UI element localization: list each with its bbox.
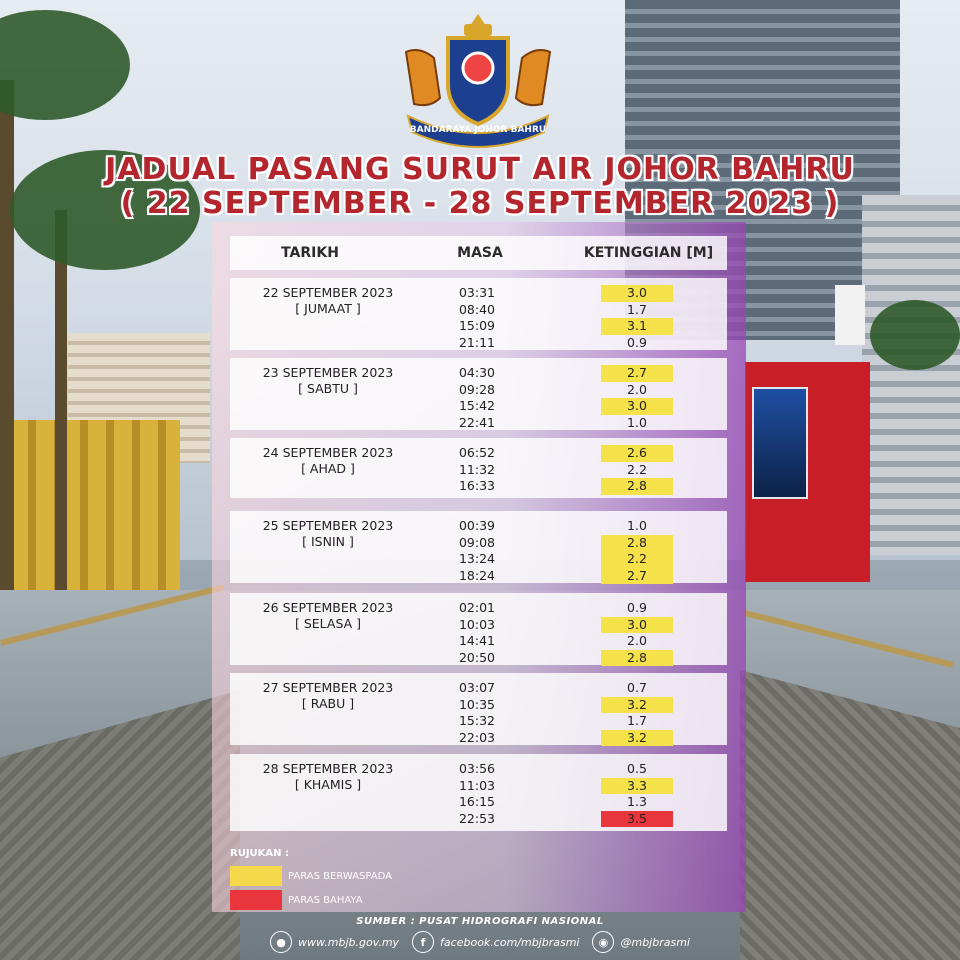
day-date-cell	[230, 445, 426, 477]
tide-time: 10:35	[458, 696, 496, 712]
tide-time: 08:40	[458, 301, 496, 317]
tide-height: 2.7	[601, 365, 673, 382]
weekday-text: [ ISNIN ]	[302, 534, 354, 549]
date-text: 23 SEPTEMBER 2023	[262, 365, 394, 380]
tide-times	[433, 285, 521, 351]
page-subtitle-date-range: ( 22 SEPTEMBER - 28 SEPTEMBER 2023 )	[120, 186, 840, 221]
tide-time: 03:31	[458, 285, 496, 300]
palm-trunk	[55, 210, 67, 630]
tide-day-row	[230, 278, 727, 350]
date-text: 24 SEPTEMBER 2023	[262, 445, 394, 460]
background-billboard	[752, 387, 808, 499]
tide-height: 2.8	[601, 478, 673, 495]
tide-height: 3.5	[601, 811, 673, 828]
facebook-text: facebook.com/mbjbrasmi	[440, 935, 580, 949]
column-header-height: KETINGGIAN [M]	[583, 245, 714, 261]
tide-time: 22:41	[458, 414, 496, 430]
tide-times	[433, 365, 521, 431]
tide-times	[433, 518, 521, 584]
tide-height: 2.7	[601, 568, 673, 585]
tide-height: 3.1	[601, 318, 673, 335]
tide-height: 0.9	[627, 334, 647, 350]
tide-time: 04:30	[458, 365, 496, 380]
day-date-cell	[230, 285, 426, 317]
tide-time: 13:24	[458, 551, 496, 566]
legend-swatch-red	[230, 890, 282, 910]
tide-heights	[601, 285, 673, 351]
tide-times	[433, 600, 521, 666]
day-date-cell	[230, 600, 426, 632]
tide-height: 3.2	[601, 697, 673, 714]
tide-height: 2.2	[627, 461, 647, 477]
tide-height: 3.0	[601, 285, 673, 302]
tide-time: 15:09	[458, 318, 496, 333]
tide-height: 3.2	[601, 730, 673, 747]
tide-height: 2.8	[601, 535, 673, 552]
day-date-cell	[230, 365, 426, 397]
day-date-cell	[230, 518, 426, 550]
tide-times	[433, 761, 521, 827]
tide-height: 1.7	[627, 713, 647, 728]
tide-heights	[601, 761, 673, 827]
tide-height: 0.7	[627, 680, 647, 695]
legend-item-alert	[230, 865, 392, 887]
globe-icon: ●	[270, 931, 292, 953]
column-header-date: TARIKH	[281, 245, 339, 261]
tide-height: 2.6	[601, 445, 673, 462]
legend-label: PARAS BAHAYA	[288, 894, 363, 906]
instagram-text: @mbjbrasmi	[620, 935, 690, 949]
legend-swatch-yellow	[230, 866, 282, 886]
tide-time: 15:42	[458, 398, 496, 413]
tide-time: 21:11	[458, 334, 496, 350]
tide-height: 0.5	[627, 761, 647, 776]
instagram-icon: ◉	[592, 931, 614, 953]
tide-height: 3.3	[601, 778, 673, 795]
tide-time: 18:24	[458, 567, 496, 583]
legend-label: PARAS BERWASPADA	[288, 870, 392, 882]
facebook-link[interactable]	[412, 931, 579, 953]
tide-time: 09:28	[458, 381, 496, 397]
website-link[interactable]	[270, 931, 399, 953]
tide-time: 11:03	[458, 777, 496, 793]
day-date-cell	[230, 680, 426, 712]
weekday-text: [ SELASA ]	[294, 616, 362, 631]
date-text: 28 SEPTEMBER 2023	[262, 761, 394, 776]
website-text: www.mbjb.gov.my	[298, 935, 400, 949]
tide-height: 3.0	[601, 617, 673, 634]
tide-time: 02:01	[458, 600, 496, 615]
tide-height: 1.0	[627, 414, 647, 430]
tide-time: 15:32	[458, 713, 496, 728]
weekday-text: [ JUMAAT ]	[295, 301, 361, 316]
tide-height: 2.8	[601, 650, 673, 667]
tide-day-row	[230, 511, 727, 583]
tide-times	[433, 680, 521, 746]
footer-links	[270, 930, 690, 954]
tide-height: 2.0	[627, 381, 647, 397]
date-text: 27 SEPTEMBER 2023	[262, 680, 394, 695]
tide-time: 16:15	[458, 794, 496, 809]
tide-heights	[601, 600, 673, 666]
tide-time: 03:56	[458, 761, 496, 776]
facebook-icon: f	[412, 931, 434, 953]
weekday-text: [ AHAD ]	[301, 461, 355, 476]
tide-times	[433, 445, 521, 495]
date-text: 22 SEPTEMBER 2023	[262, 285, 394, 300]
johor-bahru-emblem-logo	[400, 12, 556, 150]
tide-height: 2.2	[601, 551, 673, 568]
tide-table	[230, 236, 727, 826]
tide-time: 10:03	[458, 616, 496, 632]
tide-height: 1.3	[627, 794, 647, 809]
date-text: 26 SEPTEMBER 2023	[262, 600, 394, 615]
tide-day-row	[230, 593, 727, 665]
table-header	[230, 236, 727, 270]
tide-heights	[601, 518, 673, 584]
tide-time: 06:52	[458, 445, 496, 460]
tide-height: 1.0	[627, 518, 647, 533]
logo-text: BANDARAYA JOHOR BAHRU	[409, 125, 547, 135]
tide-day-row	[230, 358, 727, 430]
tide-time: 03:07	[458, 680, 496, 695]
source-credit: SUMBER : PUSAT HIDROGRAFI NASIONAL	[356, 916, 604, 927]
page-title: JADUAL PASANG SURUT AIR JOHOR BAHRU	[105, 152, 855, 187]
weekday-text: [ RABU ]	[301, 696, 355, 711]
instagram-link[interactable]	[592, 931, 690, 953]
weekday-text: [ KHAMIS ]	[294, 777, 362, 792]
tide-height: 0.9	[627, 600, 647, 615]
tide-time: 20:50	[458, 649, 496, 665]
legend-title: RUJUKAN :	[230, 848, 289, 859]
tide-height: 2.0	[627, 633, 647, 648]
legend	[230, 848, 392, 913]
tide-time: 14:41	[458, 633, 496, 648]
tide-heights	[601, 680, 673, 746]
weekday-text: [ SABTU ]	[298, 381, 358, 396]
tide-time: 00:39	[458, 518, 496, 533]
tide-time: 11:32	[458, 461, 496, 477]
tide-heights	[601, 365, 673, 431]
legend-item-danger	[230, 889, 392, 911]
background-colonial-building	[10, 420, 180, 605]
tide-height: 1.7	[627, 301, 647, 317]
tide-time: 09:08	[458, 534, 496, 550]
palm-leaves	[870, 300, 960, 370]
tide-day-row	[230, 673, 727, 745]
background-hotel-sign	[835, 285, 865, 345]
tide-day-row	[230, 438, 727, 498]
tide-day-row	[230, 754, 727, 831]
tide-time: 22:53	[458, 810, 496, 826]
tide-time: 22:03	[458, 729, 496, 745]
column-header-time: MASA	[457, 245, 503, 261]
date-text: 25 SEPTEMBER 2023	[262, 518, 394, 533]
tide-heights	[601, 445, 673, 495]
day-date-cell	[230, 761, 426, 793]
background-building	[862, 195, 960, 555]
tide-height: 3.0	[601, 398, 673, 415]
tide-time: 16:33	[458, 478, 496, 493]
